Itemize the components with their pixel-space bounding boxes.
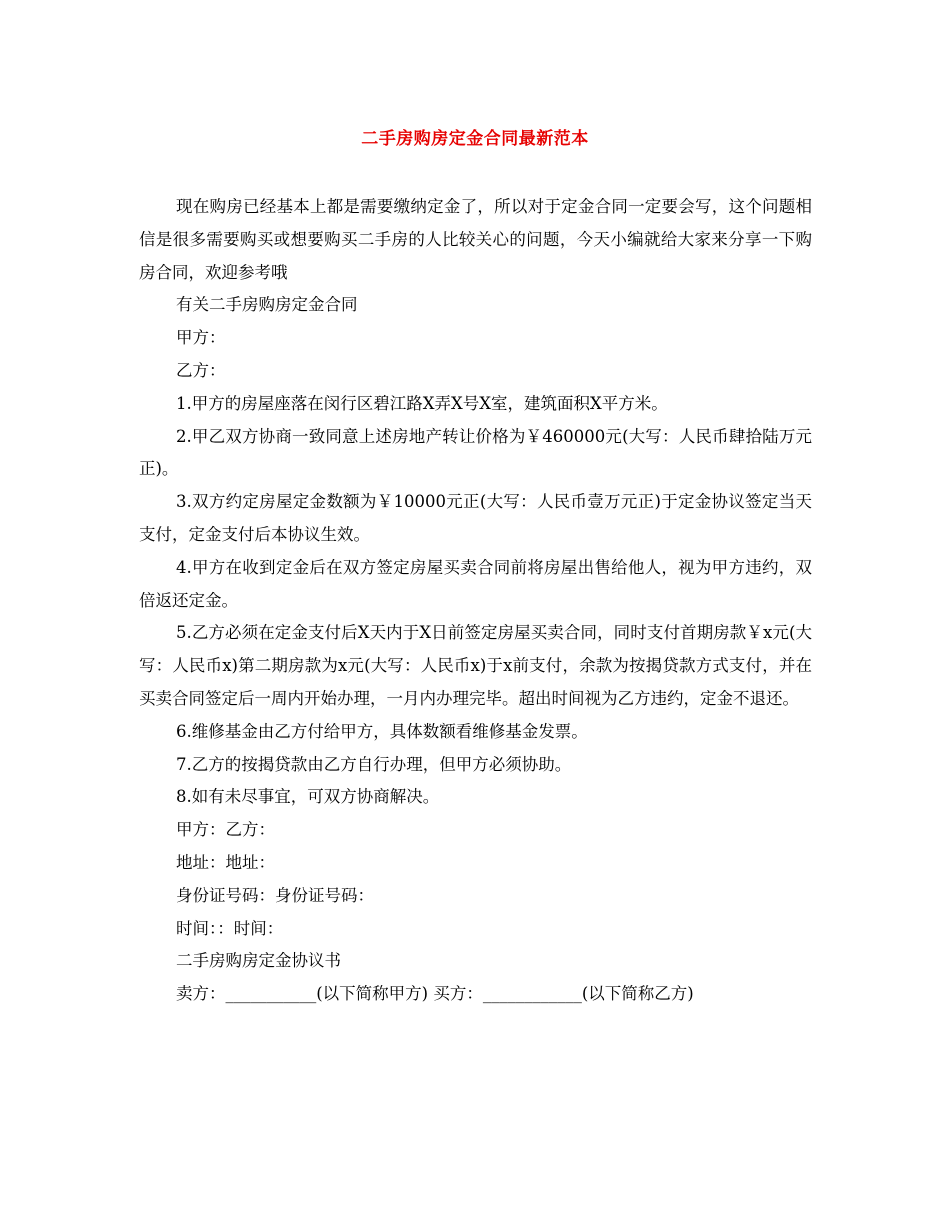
seller-buyer-line: 卖方：___________(以下简称甲方) 买方：____________(以下简称乙方) bbox=[176, 984, 694, 1004]
clause-3: 3.双方约定房屋定金数额为￥10000元正(大写：人民币壹万元正)于定金协议签定当天支付，定金支付后本协议生效。 bbox=[139, 492, 812, 544]
intro-paragraph: 现在购房已经基本上都是需要缴纳定金了，所以对于定金合同一定要会写，这个问题相信是很多需要购买或想要购买二手房的人比较关心的问题，今天小编就给大家来分享一下购房合同，欢迎参考哦 bbox=[139, 197, 812, 282]
party-a-line: 甲方： bbox=[176, 328, 226, 348]
id-number-line: 身份证号码：身份证号码： bbox=[176, 885, 374, 905]
clause-7: 7.乙方的按揭贷款由乙方自行办理，但甲方必须协助。 bbox=[176, 754, 572, 774]
contract-heading: 有关二手房购房定金合同 bbox=[176, 295, 358, 315]
document-title: 二手房购房定金合同最新范本 bbox=[361, 129, 589, 149]
address-line: 地址：地址： bbox=[176, 852, 275, 872]
clause-5: 5.乙方必须在定金支付后X天内于X日前签定房屋买卖合同，同时支付首期房款￥x元(大写：人民币x)第二期房款为x元(大写：人民币x)于x前支付，余款为按揭贷款方式支付，并在买卖合同签定后一周内开始办理，一月内办理完毕。超出时间视为乙方违约，定金不退还。 bbox=[139, 623, 812, 708]
document-body bbox=[139, 191, 812, 1011]
clause-1: 1.甲方的房屋座落在闵行区碧江路X弄X号X室，建筑面积X平方米。 bbox=[176, 393, 668, 413]
date-line: 时间：：时间： bbox=[176, 918, 284, 938]
clause-4: 4.甲方在收到定金后在双方签定房屋买卖合同前将房屋出售给他人，视为甲方违约，双倍返还定金。 bbox=[139, 557, 812, 610]
agreement-heading: 二手房购房定金协议书 bbox=[176, 951, 341, 971]
clause-8: 8.如有未尽事宜，可双方协商解决。 bbox=[176, 787, 440, 807]
signature-parties-line: 甲方：乙方： bbox=[176, 820, 275, 840]
party-b-line: 乙方： bbox=[176, 360, 226, 380]
clause-2: 2.甲乙双方协商一致同意上述房地产转让价格为￥460000元(大写：人民币肆拾陆万元正)。 bbox=[139, 426, 812, 479]
clause-6: 6.维修基金由乙方付给甲方，具体数额看维修基金发票。 bbox=[176, 721, 588, 741]
